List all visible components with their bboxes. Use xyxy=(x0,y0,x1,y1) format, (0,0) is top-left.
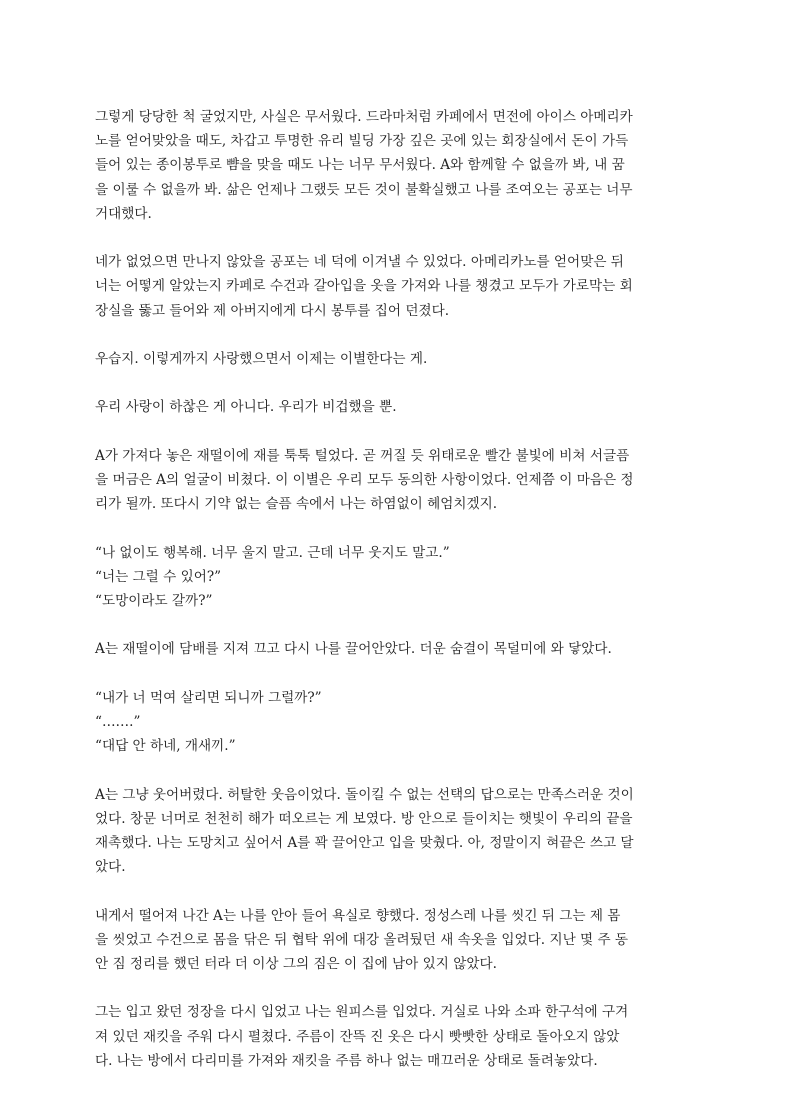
dialogue-line: “도망이라도 갈까?” xyxy=(95,592,213,609)
text-line: 그렇게 당당한 척 굴었지만, 사실은 무서웠다. 드라마처럼 카페에서 면전에 아이스 아메리카 xyxy=(95,109,633,125)
text-line: 내게서 떨어져 나간 A는 나를 안아 들어 욕실로 향했다. 정성스레 나를 씻긴 뒤 그는 제 몸 xyxy=(95,907,621,924)
dialogue-line: “너는 그럴 수 있어?” xyxy=(95,568,222,585)
text-line: 았다. xyxy=(95,859,126,876)
text-line: 리가 될까. 또다시 기약 없는 슬픔 속에서 나는 하염없이 헤엄치겠지. xyxy=(95,496,498,513)
text-line: 을 머금은 A의 얼굴이 비쳤다. 이 이별은 우리 모두 동의한 사항이었다. 언제쯤 이 마음은 정 xyxy=(95,471,634,488)
dialogue-block-2 xyxy=(95,686,701,759)
text-line: 안 짐 정리를 했던 터라 더 이상 그의 짐은 이 집에 남아 있지 않았다. xyxy=(95,955,497,972)
text-line: 을 씻었고 수건으로 몸을 닦은 뒤 협탁 위에 대강 올려뒀던 새 속옷을 입었다. 지난 몇 주 동 xyxy=(95,931,629,948)
text-line: 그는 입고 왔던 정장을 다시 입었고 나는 원피스를 입었다. 거실로 나와 소파 한구석에 구겨 xyxy=(95,1004,629,1021)
text-line: 너는 어떻게 알았는지 카페로 수건과 갈아입을 옷을 가져와 나를 챙겼고 모두가 가로막는 회 xyxy=(95,278,633,295)
text-line: 우습지. 이렇게까지 사랑했으면서 이제는 이별한다는 게. xyxy=(95,351,428,367)
paragraph-4 xyxy=(95,395,701,419)
text-line: 들어 있는 종이봉투로 뺨을 맞을 때도 나는 너무 무서웠다. A와 함께할 수 없을까 봐, 내 꿈 xyxy=(95,157,625,174)
dialogue-line: “나 없이도 행복해. 너무 울지 말고. 근데 너무 웃지도 말고.” xyxy=(95,544,450,561)
paragraph-3 xyxy=(95,347,701,371)
text-line: 재촉했다. 나는 도망치고 싶어서 A를 꽉 끌어안고 입을 맞췄다. 아, 정말이지 혀끝은 쓰고 달 xyxy=(95,834,634,851)
paragraph-6 xyxy=(95,637,701,661)
text-line: 져 있던 재킷을 주워 다시 펼쳤다. 주름이 잔뜩 진 옷은 다시 빳빳한 상태로 돌아오지 않았 xyxy=(95,1028,620,1045)
paragraph-1 xyxy=(95,105,701,226)
text-line: 노를 얻어맞았을 때도, 차갑고 투명한 유리 빌딩 가장 깊은 곳에 있는 회장실에서 돈이 가득 xyxy=(95,133,629,150)
text-line: 장실을 뚫고 들어와 제 아버지에게 다시 봉투를 집어 던졌다. xyxy=(95,302,450,319)
text-line: 다. 나는 방에서 다리미를 가져와 재킷을 주름 하나 없는 매끄러운 상태로 돌려놓았다. xyxy=(95,1052,598,1069)
paragraph-9 xyxy=(95,1000,701,1073)
paragraph-5 xyxy=(95,444,701,517)
text-line: 거대했다. xyxy=(95,205,152,222)
document-page xyxy=(95,105,701,1097)
text-line: 우리 사랑이 하찮은 게 아니다. 우리가 비겁했을 뿐. xyxy=(95,399,397,416)
paragraph-2 xyxy=(95,250,701,323)
dialogue-line: “내가 너 먹여 살리면 되니까 그럴까?” xyxy=(95,689,322,706)
paragraph-8 xyxy=(95,904,701,977)
text-line: 을 이룰 수 없을까 봐. 삶은 언제나 그랬듯 모든 것이 불확실했고 나를 조여오는 공포는 너무 xyxy=(95,181,633,198)
dialogue-line: “…….” xyxy=(95,713,141,730)
paragraph-7 xyxy=(95,783,701,880)
dialogue-block-1 xyxy=(95,541,701,614)
text-line: A는 재떨이에 담배를 지져 끄고 다시 나를 끌어안았다. 더운 숨결이 목덜미에 와 닿았다. xyxy=(95,641,612,658)
text-line: 었다. 창문 너머로 천천히 해가 떠오르는 게 보였다. 방 안으로 들이치는 햇빛이 우리의 끝을 xyxy=(95,810,633,827)
dialogue-line: “대답 안 하네, 개새끼.” xyxy=(95,738,236,755)
text-line: 네가 없었으면 만나지 않았을 공포는 네 덕에 이겨낼 수 있었다. 아메리카노를 얻어맞은 뒤 xyxy=(95,254,624,271)
text-line: A가 가져다 놓은 재떨이에 재를 툭툭 털었다. 곧 꺼질 듯 위태로운 빨간 불빛에 비쳐 서글픔 xyxy=(95,447,630,464)
text-line: A는 그냥 웃어버렸다. 허탈한 웃음이었다. 돌이킬 수 없는 선택의 답으로는 만족스러운 것이 xyxy=(95,786,634,803)
